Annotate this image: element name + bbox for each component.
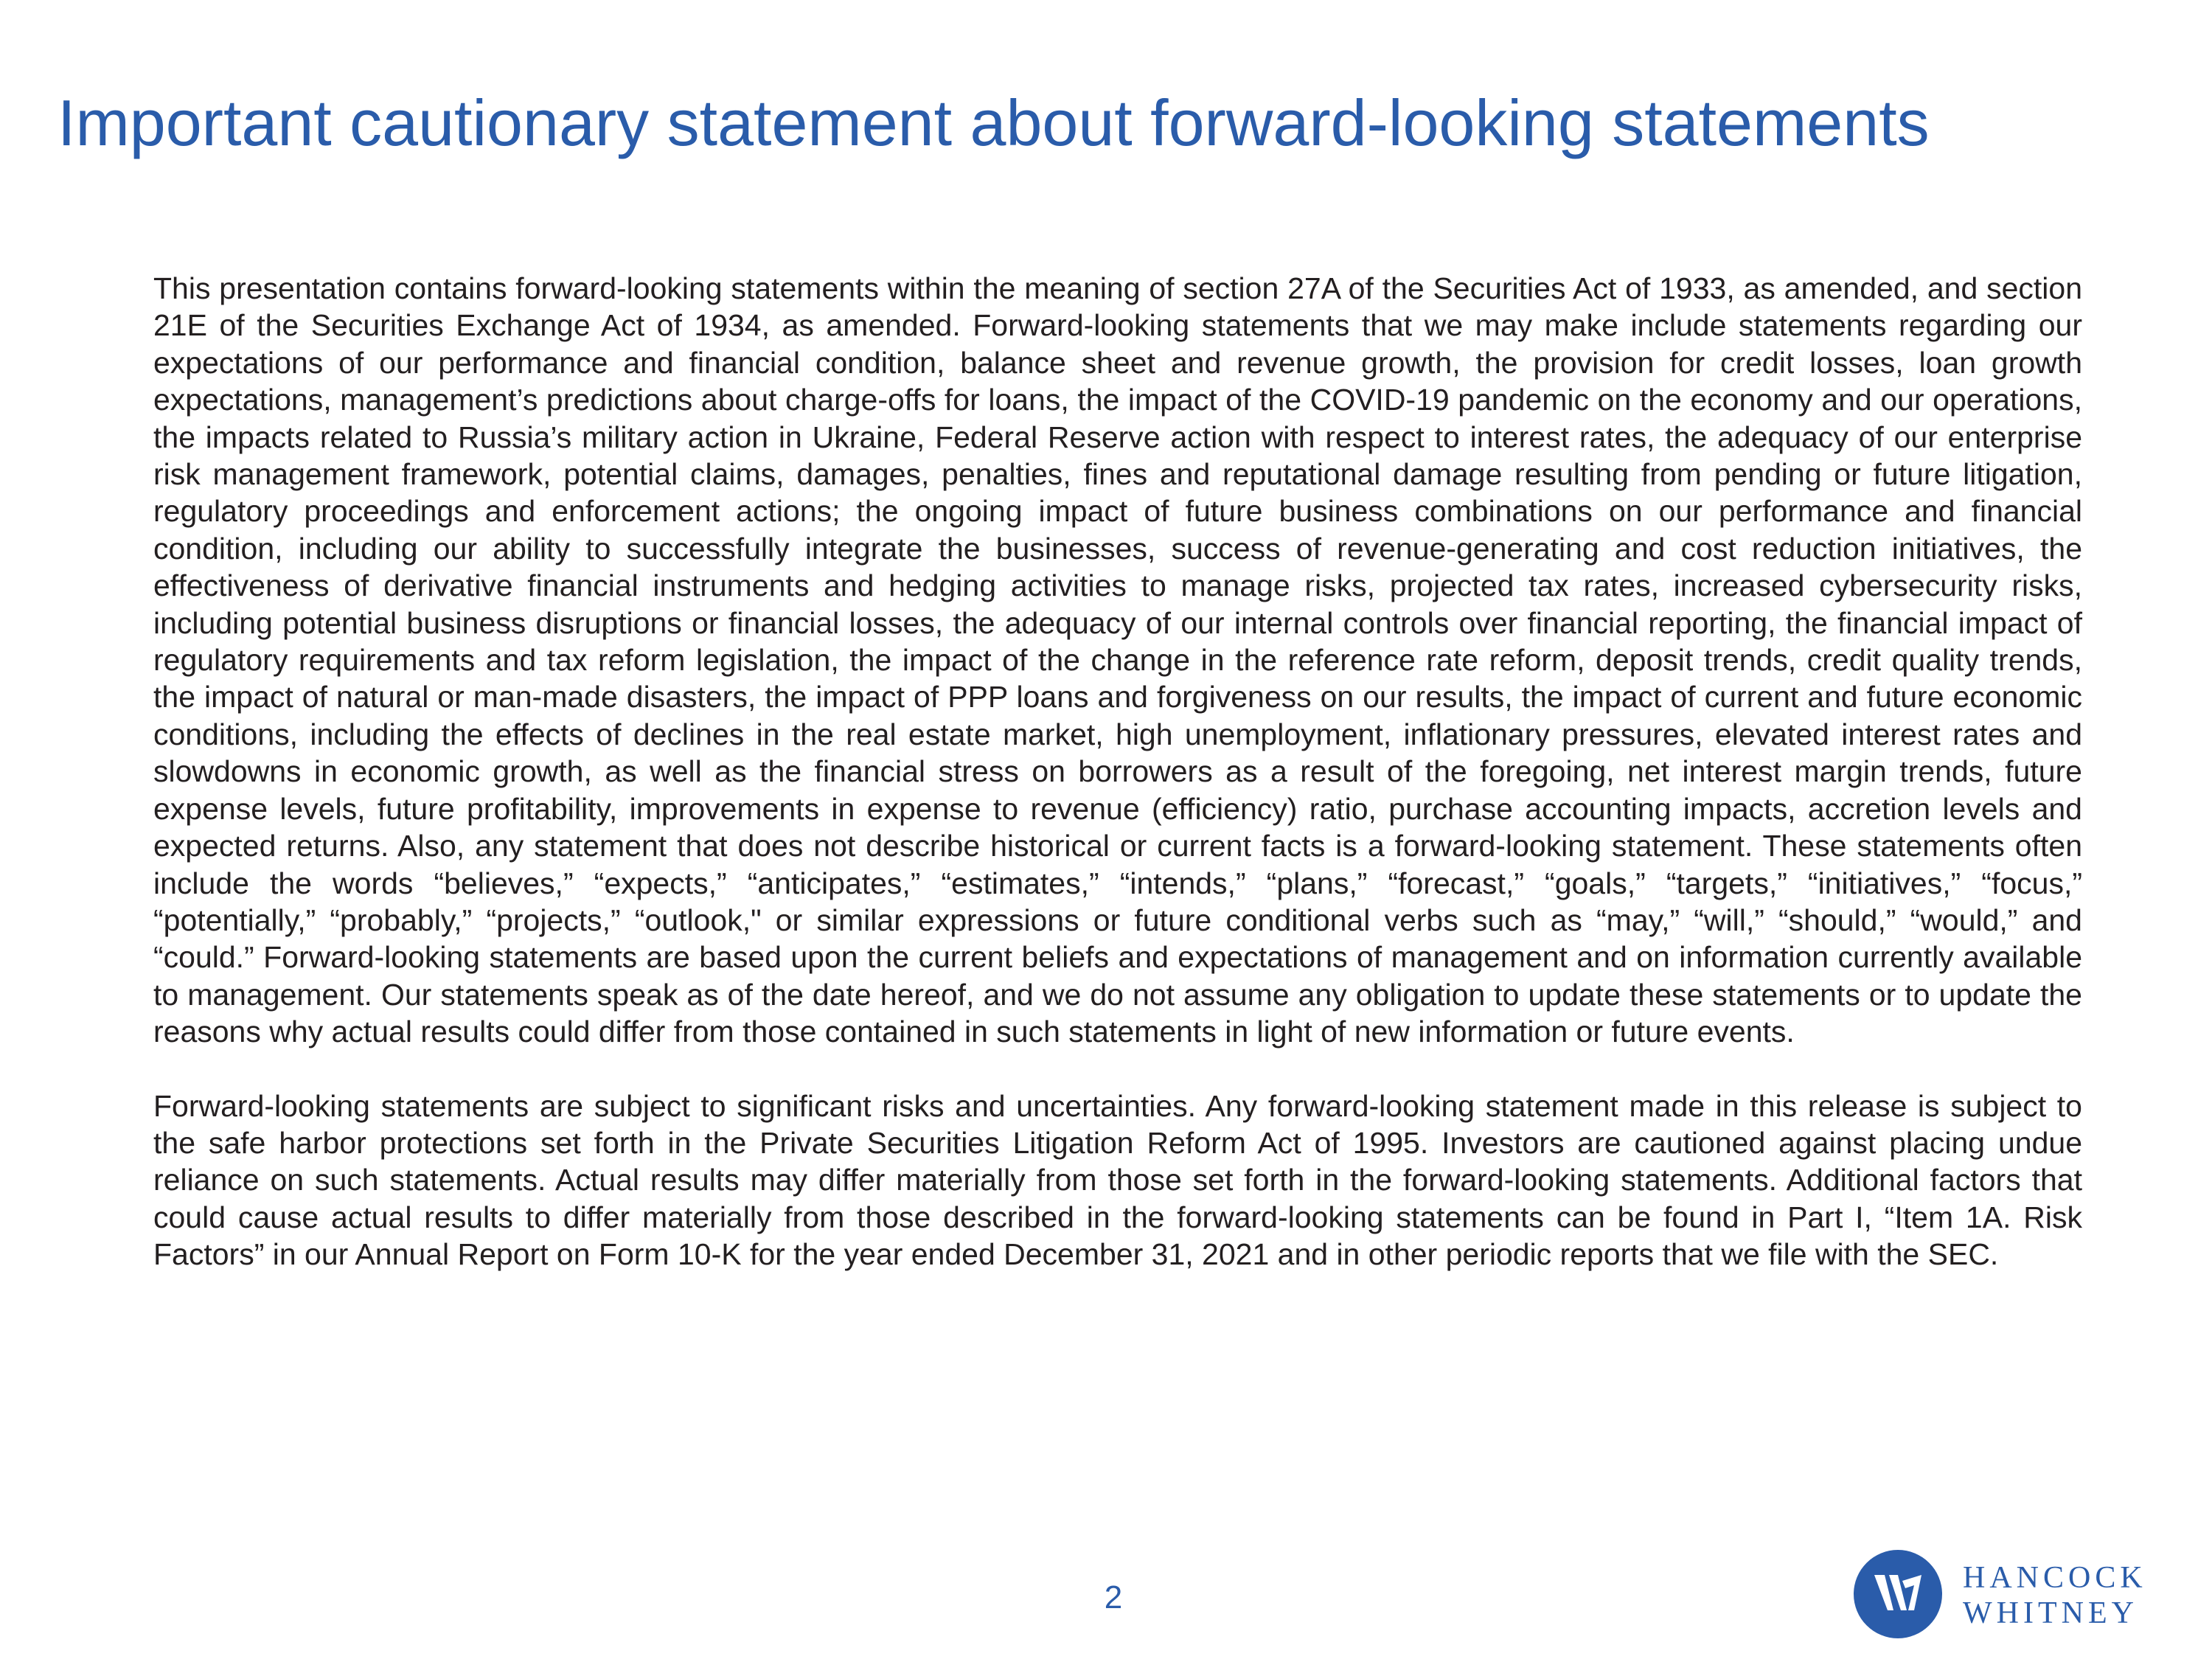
logo-line-whitney: WHITNEY xyxy=(1963,1596,2138,1630)
logo-line-hancock: HANCOCK xyxy=(1963,1561,2147,1595)
page-title: Important cautionary statement about forward-looking statements xyxy=(58,86,1930,159)
body-text xyxy=(153,270,2082,1310)
paragraph-forward-looking: This presentation contains forward-looking statements within the meaning of section 27A of the Securities Act of 1933, as amended, and section 21E of the Securities Exchange Act of 1934, as amended. Forward-looking statements that we may make include statements regarding our expectations of our performance and financial condition, balance sheet and revenue growth, the provision for credit losses, loan growth expectations, management’s predictions about charge-offs for loans, the impact of the COVID-19 pandemic on the economy and our operations, the impacts related to Russia’s military action in Ukraine, Federal Reserve action with respect to interest rates, the adequacy of our enterprise risk management framework, potential claims, damages, penalties, fines and reputational damage resulting from pending or future litigation, regulatory proceedings and enforcement actions; the ongoing impact of future business combinations on our performance and financial condition, including our ability to successfully integrate the businesses, success of revenue-generating and cost reduction initiatives, the effectiveness of derivative financial instruments and hedging activities to manage risks, projected tax rates, increased cybersecurity risks, including potential business disruptions or financial losses, the adequacy of our internal controls over financial reporting, the financial impact of regulatory requirements and tax reform legislation, the impact of the change in the reference rate reform, deposit trends, credit quality trends, the impact of natural or man-made disasters, the impact of PPP loans and forgiveness on our results, the impact of current and future economic conditions, including the effects of declines in the real estate market, high unemployment, inflationary pressures, elevated interest rates and slowdowns in economic growth, as well as the financial stress on borrowers as a result of the foregoing, net interest margin trends, future expense levels, future profitability, improvements in expense to revenue (efficiency) ratio, purchase accounting impacts, accretion levels and expected returns. Also, any statement that does not describe historical or current facts is a forward-looking statement. These statements often include the words “believes,” “expects,” “anticipates,” “estimates,” “intends,” “plans,” “forecast,” “goals,” “targets,” “initiatives,” “focus,” “potentially,” “probably,” “projects,” “outlook," or similar expressions or future conditional verbs such as “may,” “will,” “should,” “would,” and “could.” Forward-looking statements are based upon the current beliefs and expectations of management and on information currently available to management. Our statements speak as of the date hereof, and we do not assume any obligation to update these statements or to update the reasons why actual results could differ from those contained in such statements in light of new information or future events. xyxy=(153,271,2082,1049)
company-logo xyxy=(1852,1548,2177,1644)
page-number: 2 xyxy=(1104,1579,1123,1615)
logo-wordmark xyxy=(1963,1560,2147,1631)
paragraph-risks: Forward-looking statements are subject to significant risks and uncertainties. Any forward-looking statement made in this release is subject to the safe harbor protections set forth in the Private Securities Litigation Reform Act of 1995. Investors are cautioned against placing undue reliance on such statements. Actual results may differ materially from those set forth in the forward-looking statements. Additional factors that could cause actual results to differ materially from those described in the forward-looking statements can be found in Part I, “Item 1A. Risk Factors” in our Annual Report on Form 10-K for the year ended December 31, 2021 and in other periodic reports that we file with the SEC. xyxy=(153,1088,2082,1272)
hancock-whitney-logo-icon xyxy=(1852,1548,1944,1640)
